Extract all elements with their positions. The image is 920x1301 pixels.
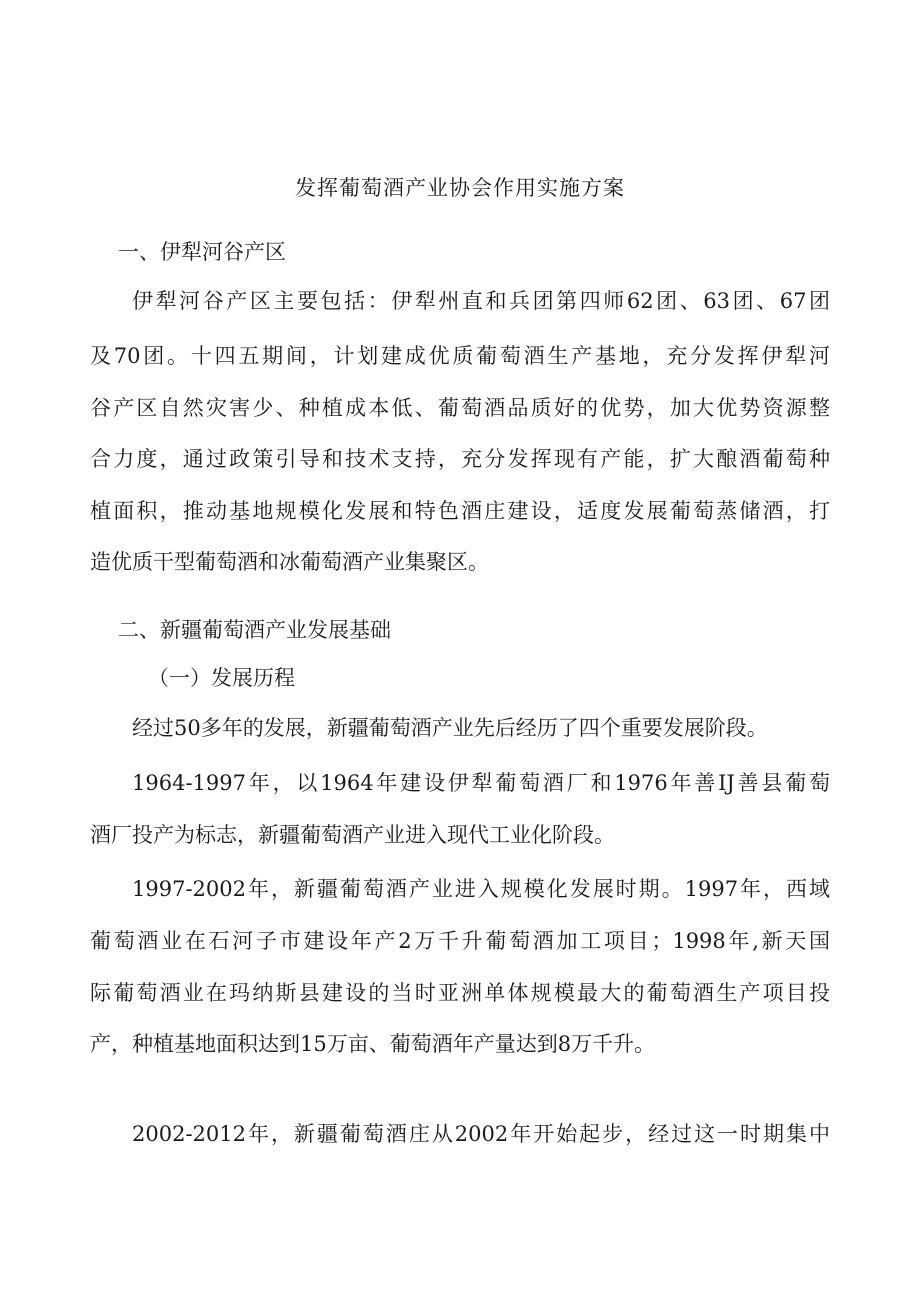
paragraph-line: 经过50多年的发展，新疆葡萄酒产业先后经历了四个重要发展阶段。 bbox=[132, 716, 768, 740]
paragraph-line: 际葡萄酒业在玛纳斯县建设的当时亚洲单体规模最大的葡萄酒生产项目投 bbox=[90, 981, 830, 1005]
paragraph-line: 谷产区自然灾害少、种植成本低、葡萄酒品质好的优势，加大优势资源整 bbox=[90, 396, 830, 420]
section-heading-2: 二、新疆葡萄酒产业发展基础 bbox=[118, 618, 391, 642]
paragraph-line: 1964-1997年，以1964年建设伊犁葡萄酒厂和1976年善IJ善县葡萄 bbox=[132, 771, 830, 795]
paragraph-line: 及70团。十四五期间，计划建成优质葡萄酒生产基地，充分发挥伊犁河 bbox=[90, 344, 830, 368]
paragraph-line: 酒厂投产为标志，新疆葡萄酒产业进入现代工业化阶段。 bbox=[90, 823, 615, 847]
paragraph-line: 葡萄酒业在石河子市建设年产2万千升葡萄酒加工项目；1998年,新天国 bbox=[90, 929, 830, 953]
paragraph-line: 1997-2002年，新疆葡萄酒产业进入规模化发展时期。1997年，西域 bbox=[132, 877, 830, 901]
paragraph-line: 产，种植基地面积达到15万亩、葡萄酒年产量达到8万千升。 bbox=[90, 1032, 656, 1056]
page-title: 发挥葡萄酒产业协会作用实施方案 bbox=[295, 176, 625, 200]
paragraph-line: 植面积，推动基地规模化发展和特色酒庄建设，适度发展葡萄蒸储酒，打 bbox=[90, 499, 830, 523]
paragraph-line: 合力度，通过政策引导和技术支持，充分发挥现有产能，扩大酿酒葡萄种 bbox=[90, 447, 830, 471]
section-heading-1: 一、伊犁河谷产区 bbox=[118, 240, 286, 264]
paragraph-line: 造优质干型葡萄酒和冰葡萄酒产业集聚区。 bbox=[90, 550, 489, 574]
paragraph-line: 2002-2012年，新疆葡萄酒庄从2002年开始起步，经过这一时期集中 bbox=[132, 1122, 830, 1146]
paragraph-line: 伊犁河谷产区主要包括：伊犁州直和兵团第四师62团、63团、67团 bbox=[132, 289, 830, 313]
subsection-heading: （一）发展历程 bbox=[148, 666, 295, 690]
